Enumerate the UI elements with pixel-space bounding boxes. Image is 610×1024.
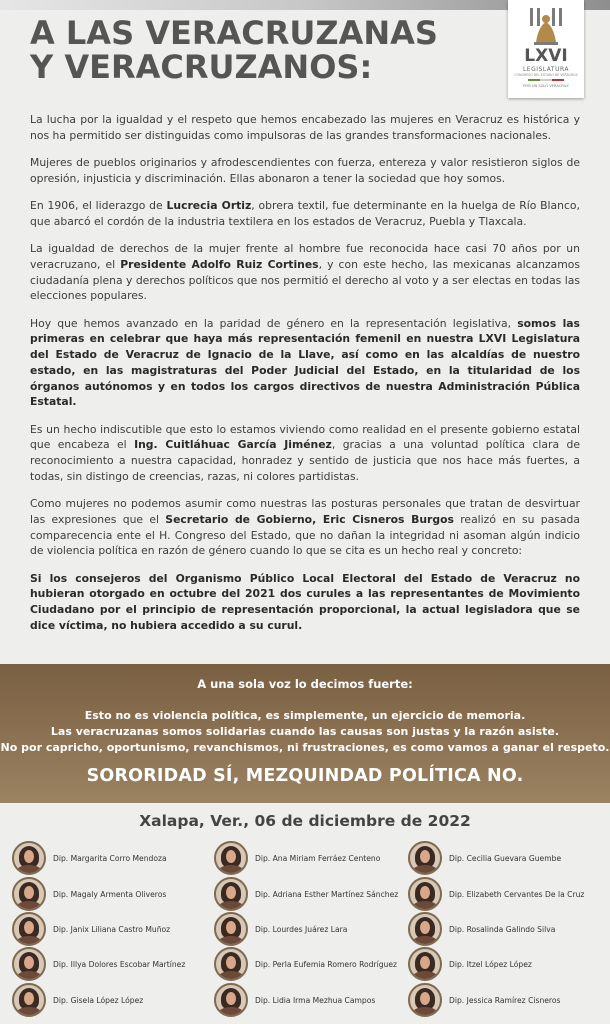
signatory xyxy=(214,912,347,946)
signatory-photo xyxy=(408,877,442,911)
signatory-name: Dip. Ana Miriam Ferráez Centeno xyxy=(255,853,381,863)
paragraph xyxy=(30,496,580,559)
signatory-name: Dip. Magaly Armenta Oliveros xyxy=(53,889,167,899)
signatory xyxy=(12,912,170,946)
signatory-photo xyxy=(408,841,442,875)
signatory-photo xyxy=(214,983,248,1017)
signatory-name: Dip. Adriana Esther Martínez Sánchez xyxy=(255,889,399,899)
signatory xyxy=(408,841,561,875)
paragraph-bold-text: Presidente Adolfo Ruiz Cortines xyxy=(120,257,319,271)
signatory-name: Dip. Lidia Irma Mezhua Campos xyxy=(255,995,376,1005)
signatory-name: Dip. Illya Dolores Escobar Martínez xyxy=(53,959,186,969)
paragraph-text: , obrera textil, fue determinante en la huelga de Río Blanco, que abarcó el cordón de la industria textilera en los estados de Veracruz, Puebla y Tlaxcala. xyxy=(30,199,580,228)
signatory xyxy=(12,947,185,981)
signatory-photo xyxy=(12,877,46,911)
paragraph-text: La igualdad de derechos de la mujer frente al hombre fue reconocida hace casi 70 años por un veracruzano, el xyxy=(30,242,580,271)
signatory xyxy=(408,877,584,911)
signatory-name: Dip. Rosalinda Galindo Silva xyxy=(449,924,556,934)
banner-heading: A una sola voz lo decimos fuerte: xyxy=(197,677,413,691)
signatory xyxy=(214,947,397,981)
signatory-name: Dip. Janix Liliana Castro Muñoz xyxy=(53,924,171,934)
banner-slogan: SORORIDAD SÍ, MEZQUINDAD POLÍTICA NO. xyxy=(86,766,524,786)
signatory-name: Dip. Perla Eufemia Romero Rodríguez xyxy=(255,959,398,969)
paragraph xyxy=(30,198,580,229)
legislature-logo xyxy=(508,0,584,98)
signatory xyxy=(408,912,555,946)
place-and-date: Xalapa, Ver., 06 de diciembre de 2022 xyxy=(139,812,471,830)
paragraph-text: realizó en su pasada comparecencia ente el H. Congreso del Estado, que no dañan la integridad ni asoman algún indicio de violencia política en razón de género cuando lo que se cita es un hecho real y concreto: xyxy=(30,512,580,558)
title-line-2: Y VERACRUZANOS: xyxy=(30,48,373,86)
signatory xyxy=(214,841,380,875)
congress-emblem-icon xyxy=(526,6,566,48)
signatory-photo xyxy=(214,912,248,946)
logo-slogan: POR UN SOLO VERACRUZ xyxy=(523,84,569,88)
paragraph xyxy=(30,241,580,304)
logo-color-bar xyxy=(528,79,564,81)
signatory-name: Dip. Margarita Corro Mendoza xyxy=(53,853,167,863)
page-title xyxy=(30,16,490,84)
signatory xyxy=(408,983,561,1017)
signatory xyxy=(12,841,167,875)
paragraph-text: Es un hecho indiscutible que esto lo estamos viviendo como realidad en el presente gobierno estatal que encabeza el xyxy=(30,422,580,452)
paragraph-text: La lucha por la igualdad y el respeto que hemos encabezado las mujeres en Veracruz es histórica y nos ha permitido ser distinguidas como impulsoras de las grandes transformaciones nacionales. xyxy=(30,113,580,142)
signatory-photo xyxy=(214,841,248,875)
title-line-1: A LAS VERACRUZANAS xyxy=(30,14,438,52)
signatory-name: Dip. Lourdes Juárez Lara xyxy=(255,924,348,934)
signatory-name: Dip. Elizabeth Cervantes De la Cruz xyxy=(449,889,585,899)
signatory-photo xyxy=(408,912,442,946)
paragraph-bold-text: somos las primeras en celebrar que haya más representación femenil en nuestra LXVI Legislatura del Estado de Veracruz de Ignacio de la Llave, así como en las alcaldías de nuestro estado, en las magistraturas del Poder Judicial del Estado, en la titularidad de los órganos autónomos y en todos los cargos directivos de nuestra Administración Pública Estatal. xyxy=(30,316,580,409)
paragraph-text: Hoy que hemos avanzado en la paridad de género en la representación legislativa, xyxy=(30,316,518,330)
paragraph xyxy=(30,155,580,186)
paragraph-bold-text: Secretario de Gobierno, Eric Cisneros Burgos xyxy=(165,512,454,526)
paragraph-text: Mujeres de pueblos originarios y afrodescendientes con fuerza, entereza y valor resistieron siglos de opresión, injusticia y discriminación. Ellas abonaron a tener la sociedad que hoy somos. xyxy=(30,156,580,185)
signatory-name: Dip. Gisela López López xyxy=(53,995,144,1005)
logo-number: LXVI xyxy=(524,46,568,66)
signatory-name: Dip. Cecilia Guevara Guembe xyxy=(449,853,562,863)
signatory-name: Dip. Itzel López López xyxy=(449,959,532,969)
signatory xyxy=(214,877,398,911)
paragraph-bold-text: Si los consejeros del Organismo Público Local Electoral del Estado de Veracruz no hubieran otorgado en octubre del 2021 dos curules a las representantes de Movimiento Ciudadano por el principio de representación proporcional, la actual legisladora que se dice víctima, no hubiera accedido a su curul. xyxy=(30,571,580,632)
paragraph-bold-text: Lucrecia Ortiz xyxy=(166,199,252,213)
signatory xyxy=(214,983,375,1017)
paragraph xyxy=(30,316,580,410)
signatory-photo xyxy=(12,912,46,946)
logo-state: CONGRESO DEL ESTADO DE VERACRUZ xyxy=(514,73,578,77)
paragraph xyxy=(30,571,580,634)
paragraph-text: Como mujeres no podemos asumir como nuestras las posturas personales que tratan de desvirtuar las expresiones que el xyxy=(30,497,580,526)
paragraph xyxy=(30,422,580,485)
signatory-photo xyxy=(12,947,46,981)
signatory xyxy=(12,877,166,911)
banner-line-3: No por capricho, oportunismo, revanchismos, ni frustraciones, es como vamos a ganar el respeto. xyxy=(0,741,610,754)
paragraph xyxy=(30,112,580,143)
paragraph-text: En 1906, el liderazgo de xyxy=(30,199,167,213)
statement-body xyxy=(30,112,580,645)
signatory-photo xyxy=(214,947,248,981)
paragraph-text: , y con este hecho, las mexicanas alcanzamos ciudadanía plena y derechos políticos que nos permitió el derecho al voto y a ser electas en todas las elecciones populares. xyxy=(30,257,580,303)
banner-line-1: Esto no es violencia política, es simplemente, un ejercicio de memoria. xyxy=(84,709,526,722)
declaration-banner xyxy=(0,664,610,803)
paragraph-text: , gracias a una voluntad política clara de reconocimiento a nuestra capacidad, honradez y sentido de justicia que nos hace más fuertes, a todas, sin distingo de creencias, razas, ni colores partidistas. xyxy=(30,438,580,483)
signatory-photo xyxy=(12,983,46,1017)
signatory xyxy=(408,947,532,981)
signatory-name: Dip. Jessica Ramírez Cisneros xyxy=(449,995,561,1005)
paragraph-bold-text: Ing. Cuitláhuac García Jiménez xyxy=(134,438,332,452)
signatory-photo xyxy=(12,841,46,875)
banner-line-2: Las veracruzanas somos solidarias cuando las causas son justas y la razón asiste. xyxy=(50,725,560,738)
logo-legislature: LEGISLATURA xyxy=(522,66,570,73)
signatory-photo xyxy=(408,947,442,981)
signatory-photo xyxy=(214,877,248,911)
signatory xyxy=(12,983,143,1017)
signatory-photo xyxy=(408,983,442,1017)
